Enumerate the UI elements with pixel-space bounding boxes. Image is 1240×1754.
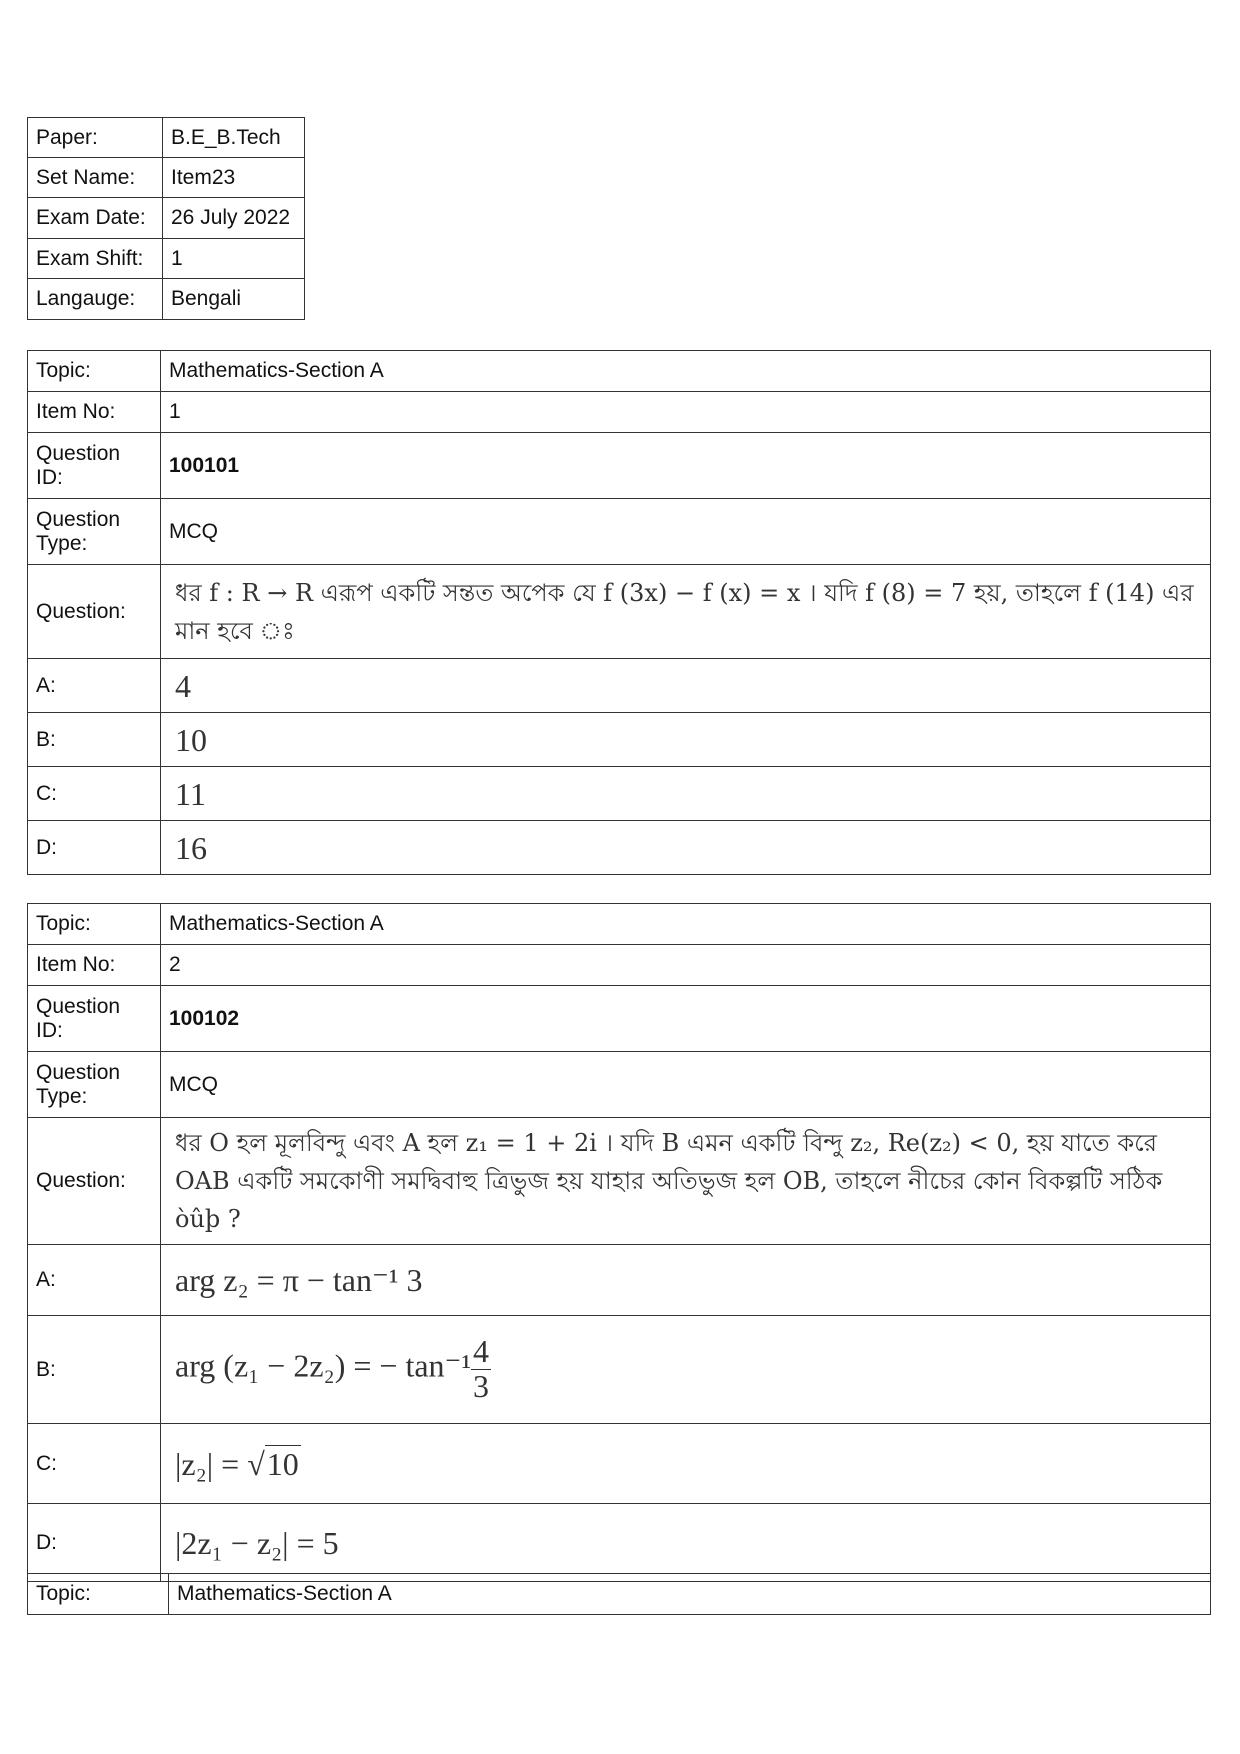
- fraction-denominator: 3: [473, 1368, 490, 1404]
- option-d-label: D:: [28, 821, 161, 875]
- fraction-numerator: 4: [473, 1333, 490, 1370]
- option-b-expression: arg (z₁ − 2z₂) = − tan⁻¹: [175, 1347, 472, 1384]
- item-no-label: Item No:: [28, 392, 161, 433]
- item-no-label: Item No:: [28, 945, 161, 986]
- question-type-value: MCQ: [161, 1052, 1211, 1118]
- topic-label: Topic:: [28, 904, 161, 945]
- set-name-value: Item23: [163, 158, 305, 198]
- language-label: Langauge:: [28, 279, 163, 320]
- option-d-value: |2z₁ − z₂| = 5: [161, 1504, 1211, 1582]
- option-b-label: B:: [28, 713, 161, 767]
- question-type-label: Question Type:: [28, 1052, 161, 1118]
- option-c-value: 11: [161, 767, 1211, 821]
- question-text: ধর O হল মূলবিন্দু এবং A হল z₁ = 1 + 2i । যদি B এমন একটি বিন্দু z₂, Re(z₂) < 0, হয় যাতে করে OAB একটি সমকোণী সমদ্বিবাহু ত্রিভুজ হয় যাহার অতিভুজ হল OB, তাহলে নীচের কোন বিকল্পটি সঠিক òûþ ?: [161, 1118, 1211, 1245]
- question-text: ধর f : R → R এরূপ একটি সন্তত অপেক যে f (3x) − f (x) = x । যদি f (8) = 7 হয়, তাহলে f (14) এর মান হবে ঃ: [161, 565, 1211, 659]
- language-value: Bengali: [163, 279, 305, 320]
- exam-date-value: 26 July 2022: [163, 198, 305, 239]
- paper-value: B.E_B.Tech: [163, 118, 305, 158]
- topic-value: Mathematics-Section A: [161, 904, 1211, 945]
- option-c-label: C:: [28, 767, 161, 821]
- option-a-label: A:: [28, 659, 161, 713]
- option-c-label: C:: [28, 1424, 161, 1504]
- meta-table: [27, 117, 305, 320]
- exam-shift-value: 1: [163, 239, 305, 279]
- topic-label: Topic:: [28, 351, 161, 392]
- topic-value: Mathematics-Section A: [161, 351, 1211, 392]
- option-c-expression: |z₂| = √: [175, 1445, 265, 1482]
- question-table-3: [27, 1573, 1211, 1615]
- question-table-1: [27, 350, 1211, 875]
- option-b-value: 10: [161, 713, 1211, 767]
- option-a-label: A:: [28, 1245, 161, 1316]
- item-no-value: 2: [161, 945, 1211, 986]
- question-table-2: [27, 903, 1211, 1582]
- topic-label: Topic:: [28, 1574, 169, 1615]
- question-label: Question:: [28, 1118, 161, 1245]
- option-b-label: B:: [28, 1316, 161, 1424]
- option-c-value: [161, 1424, 1211, 1504]
- question-type-value: MCQ: [161, 499, 1211, 565]
- question-type-label: Question Type:: [28, 499, 161, 565]
- option-d-label: D:: [28, 1504, 161, 1582]
- topic-value: Mathematics-Section A: [169, 1574, 1211, 1615]
- option-c-radicand: 10: [266, 1445, 299, 1482]
- option-a-value: arg z₂ = π − tan⁻¹ 3: [161, 1245, 1211, 1316]
- option-b-value: [161, 1316, 1211, 1424]
- option-a-value: 4: [161, 659, 1211, 713]
- question-label: Question:: [28, 565, 161, 659]
- paper-label: Paper:: [28, 118, 163, 158]
- exam-date-label: Exam Date:: [28, 198, 163, 239]
- question-id-value: 100101: [161, 433, 1211, 499]
- question-id-label: Question ID:: [28, 433, 161, 499]
- option-b-fraction: [471, 1335, 491, 1403]
- item-no-value: 1: [161, 392, 1211, 433]
- exam-shift-label: Exam Shift:: [28, 239, 163, 279]
- option-d-value: 16: [161, 821, 1211, 875]
- question-id-label: Question ID:: [28, 986, 161, 1052]
- question-id-value: 100102: [161, 986, 1211, 1052]
- set-name-label: Set Name:: [28, 158, 163, 198]
